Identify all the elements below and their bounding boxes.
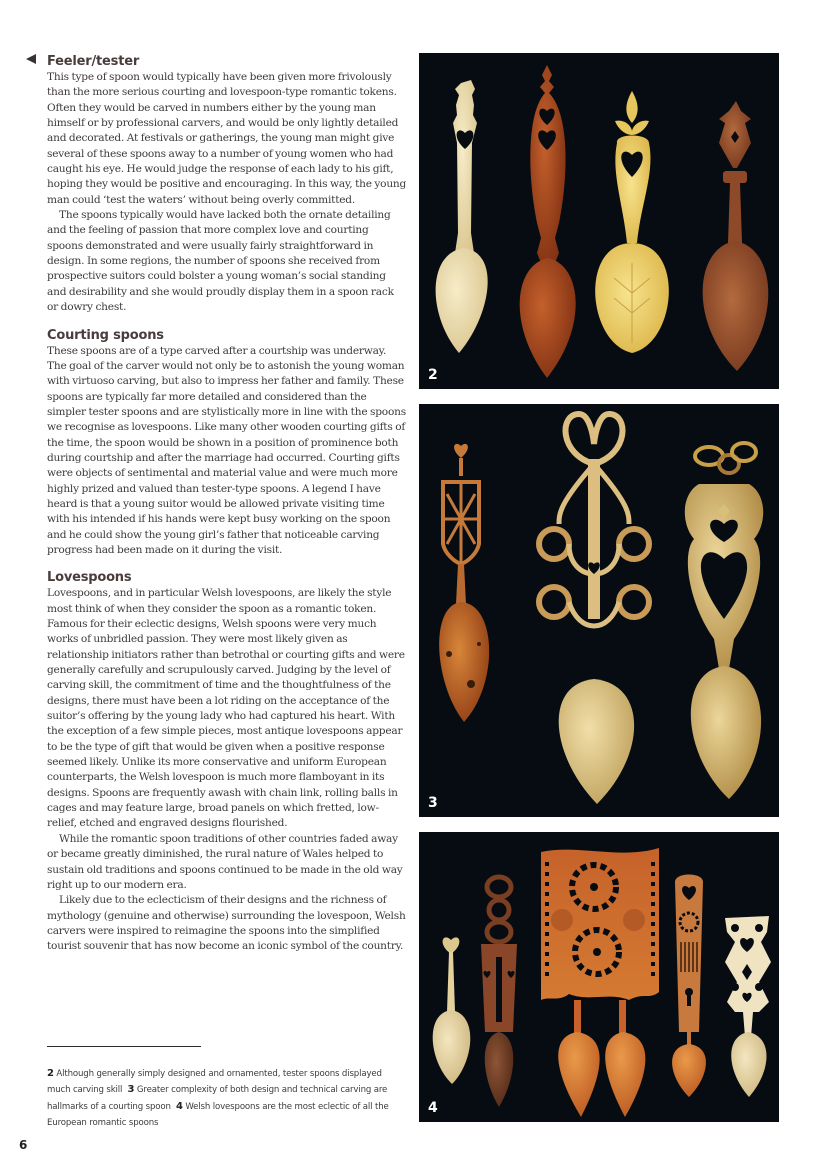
figure-4-photo [419,832,779,1122]
paragraph: Likely due to the eclecticism of their designs and the richness of mythology (genuine and otherwise) surrounding the lovespoon, Welsh carvers were inspired to reimagine the spoons into the simplified tourist souvenir that has now become an iconic symbol of the country. [47,894,406,953]
caption-number: 2 [47,1068,54,1079]
figure-number: 3 [428,795,438,811]
figure-2-photo [419,53,779,389]
figure-captions [47,1066,407,1131]
spoon-chain-dark [481,877,517,1107]
section-lovespoons [47,569,407,954]
caption-number: 4 [175,1100,183,1112]
spoon-white-fretted [725,916,771,1097]
article-column [47,53,407,966]
paragraph: Lovespoons, and in particular Welsh lovespoons, are likely the style most think of when they consider the spoon as a romantic token. Famous for their eclectic designs, Welsh spoons were very much works of unbridled passion. They were most likely given as relationship initiators rather than betrothal or courting gifts and were generally carefully and scrupulously carved. Judging by the level of carving skill, the commitment of time and the thoughtfulness of the designs, there must have been a lot riding on the acceptance of the suitor’s offering by the young lady who had captured his heart. With the exception of a few simple pieces, most antique lovespoons appear to be the type of gift that would be given when a positive response seemed likely. Unlike its more conservative and uniform European counterparts, the Welsh lovespoon is much more flamboyant in its designs. Spoons are frequently awash with chain link, rolling balls in cages and may feature large, broad panels on which fretted, low-relief, etched and engraved designs flourished. [47,587,405,830]
back-arrow-icon [26,54,36,64]
tester-spoons-illustration [419,53,779,389]
paragraph: While the romantic spoon traditions of other countries faded away or became greatly diminished, the rural nature of Wales helped to sustain old traditions and spoons continued to be made in the old way right up to our modern era. [47,832,403,891]
spoon-swirl-pale [539,414,649,804]
spoon-brown [703,101,769,371]
figure-3-photo [419,404,779,817]
section-heading: Lovespoons [47,570,132,586]
spoon-keyhole-panel [672,875,706,1098]
spoon-heart-chain [685,443,763,799]
section-courting-spoons [47,327,407,559]
page-number: 6 [19,1138,28,1152]
caption-text: Welsh lovespoons are the most eclectic of all the European romantic spoons [47,1101,389,1128]
spoon-pale [436,80,488,353]
spoon-double-panel [541,848,659,1117]
caption-number: 3 [127,1084,135,1096]
section-feeler-tester [47,53,407,316]
section-heading: Feeler/tester [47,54,140,69]
courting-spoons-illustration [419,404,779,817]
spoon-small-pale [433,937,471,1084]
caption-text: Although generally simply designed and ornamented, tester spoons displayed much carving skill [47,1069,382,1096]
spoon-fretted-orange [439,444,489,722]
figure-number: 2 [428,367,438,383]
paragraph: This type of spoon would typically have been given more frivolously than the more serious courting and lovespoon-type romantic tokens. Often they would be carved in numbers either by the young man himself or by professional carvers, and would be only lightly detailed and decorated. At festivals or gatherings, the young man might give several of these spoons away to a number of young women who had caught his eye. He would judge the response of each lady to his gift, hoping they would be positive and encouraging. In this way, the young man could ‘test the waters’ without being overly committed. [47,71,407,206]
paragraph: These spoons are of a type carved after a courtship was underway. The goal of the carver would not only be to astonish the young woman with virtuoso carving, but also to impress her father and family. These spoons are typically far more detailed and considered than the simpler tester spoons and are stylistically more in line with the spoons we recognise as lovespoons. Like many other wooden courting gifts of the time, the spoon would be shown in a position of prominence both during courtship and after the marriage had occurred. Courting gifts were objects of sentimental and material value and were much more highly prized and valued than tester-type spoons. A legend I have heard is that a young suitor would be allowed private visiting time with his intended if his hands were kept busy working on the spoon and he could show the young girl’s father that noticeable carving progress had been made on it during the visit. [47,344,406,556]
figure-number: 4 [428,1100,438,1116]
spoon-red [520,65,576,378]
spoon-golden [595,91,669,353]
footnote-divider [47,1046,201,1047]
section-heading: Courting spoons [47,327,164,343]
paragraph: The spoons typically would have lacked both the ornate detailing and the feeling of passion that more complex love and courting spoons demonstrated and were usually fairly straightforward in design. In some regions, the number of spoons she received from prospective suitors could bolster a young woman’s social standing and desirability and she would proudly display them in a spoon rack or dowry chest. [47,209,394,314]
welsh-lovespoons-illustration [419,832,779,1122]
caption-text: Greater complexity of both design and technical carving are hallmarks of a courting spoon [47,1085,388,1112]
